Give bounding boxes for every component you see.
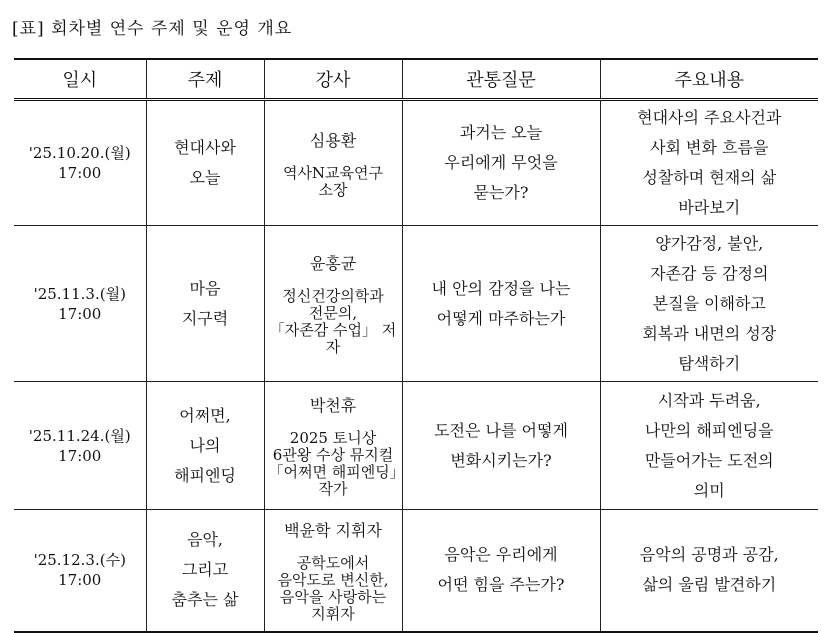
speaker-cell [264,100,402,226]
session-time: 17:00 [58,304,102,323]
topic-line: 그리고 [181,560,229,580]
speaker-description: 전문의, [308,304,358,322]
topic-line: 현대사와 [174,138,236,157]
topic-line: 어쩌면, [179,405,231,425]
session-date: '25.11.3.(월) [33,284,126,303]
question-cell [402,226,600,382]
topic-cell [146,100,264,226]
table-row [14,510,818,632]
header-question: 관통질문 [402,59,600,100]
speaker-cell [264,510,402,632]
date-cell [14,226,146,382]
content-line: 시작과 두려움, [657,390,761,410]
session-date: '25.12.3.(수) [33,551,126,570]
table-caption: [표] 회차별 연수 주제 및 운영 개요 [12,19,293,39]
topic-cell [146,382,264,510]
question-line: 도전은 나를 어떻게 [434,420,568,440]
content-cell [600,382,818,510]
speaker-name: 박천휴 [309,396,357,415]
topic-line: 지구력 [181,308,229,328]
question-cell [402,382,600,510]
content-line: 의미 [693,480,725,500]
header-topic: 주제 [146,59,264,100]
content-line: 성찰하며 현재의 삶 [642,168,777,187]
content-line: 자존감 등 감정의 [650,263,769,283]
content-line: 본질을 이해하고 [652,293,766,313]
question-cell [402,100,600,226]
speaker-name: 심용환 [309,130,357,150]
question-line: 어떻게 마주하는가 [436,308,566,328]
speaker-description: 역사N교육연구 [282,163,384,182]
topic-line: 오늘 [189,168,221,187]
speaker-description: 2025 토니상 [289,429,377,447]
content-line: 만들어가는 도전의 [644,450,774,470]
session-date: '25.11.24.(월) [28,426,131,445]
topic-line: 음악, [187,530,223,550]
content-line: 사회 변화 흐름을 [650,138,769,157]
content-line: 양가감정, 불안, [655,233,764,253]
content-cell [600,226,818,382]
table-row [14,382,818,510]
date-cell [14,100,146,226]
speaker-description: 「어쩌면 해피엔딩」 [268,463,405,481]
table-row [14,226,818,382]
content-line: 회복과 내면의 성장 [642,323,777,343]
topic-line: 마음 [189,278,221,298]
speaker-cell [264,382,405,510]
question-line: 묻는가? [473,183,529,202]
topic-cell [146,510,264,632]
content-line: 나만의 해피엔딩을 [644,420,774,440]
question-line: 음악은 우리에게 [444,545,558,565]
topic-line: 나의 [189,435,221,455]
table-row [14,100,818,226]
topic-cell [146,226,264,382]
speaker-description: 지휘자 [311,604,355,623]
header-content: 주요내용 [600,59,818,100]
question-line: 변화시키는가? [450,450,552,470]
header-date: 일시 [14,59,146,100]
speaker-description: 「자존감 수업」 저자 [269,321,397,356]
header-speaker: 강사 [264,59,402,100]
content-line: 현대사의 주요사건과 [637,108,782,127]
content-line: 바라보기 [678,198,741,217]
speaker-description: 음악을 사랑하는 [279,587,387,606]
schedule-table [14,58,818,633]
speaker-description: 음악도로 변신한, [277,570,389,589]
question-line: 우리에게 무엇을 [444,153,558,172]
content-cell [600,100,818,226]
question-line: 어떤 힘을 주는가? [437,575,565,595]
speaker-description: 6관왕 수상 뮤지컬 [272,446,394,464]
content-line: 탐색하기 [678,353,741,373]
topic-line: 해피엔딩 [174,465,236,485]
date-cell [14,382,146,510]
question-line: 내 안의 감정을 나는 [431,278,571,298]
date-cell [14,510,146,632]
session-time: 17:00 [58,446,102,465]
speaker-name: 백윤학 지휘자 [284,520,382,540]
content-line: 삶의 울림 발견하기 [642,575,777,595]
speaker-name: 윤홍균 [309,254,357,273]
content-line: 음악의 공명과 공감, [639,545,779,565]
session-time: 17:00 [58,571,102,590]
speaker-cell [264,226,402,382]
speaker-description: 소장 [318,180,348,199]
session-time: 17:00 [58,164,102,182]
topic-line: 춤추는 삶 [171,590,239,610]
content-cell [600,510,818,632]
header-row [14,59,818,100]
question-line: 과거는 오늘 [459,123,543,142]
speaker-description: 공학도에서 [296,553,370,572]
question-cell [402,510,600,632]
speaker-description: 작가 [318,480,348,498]
speaker-description: 정신건강의학과 [282,287,384,305]
session-date: '25.10.20.(월) [28,144,131,162]
